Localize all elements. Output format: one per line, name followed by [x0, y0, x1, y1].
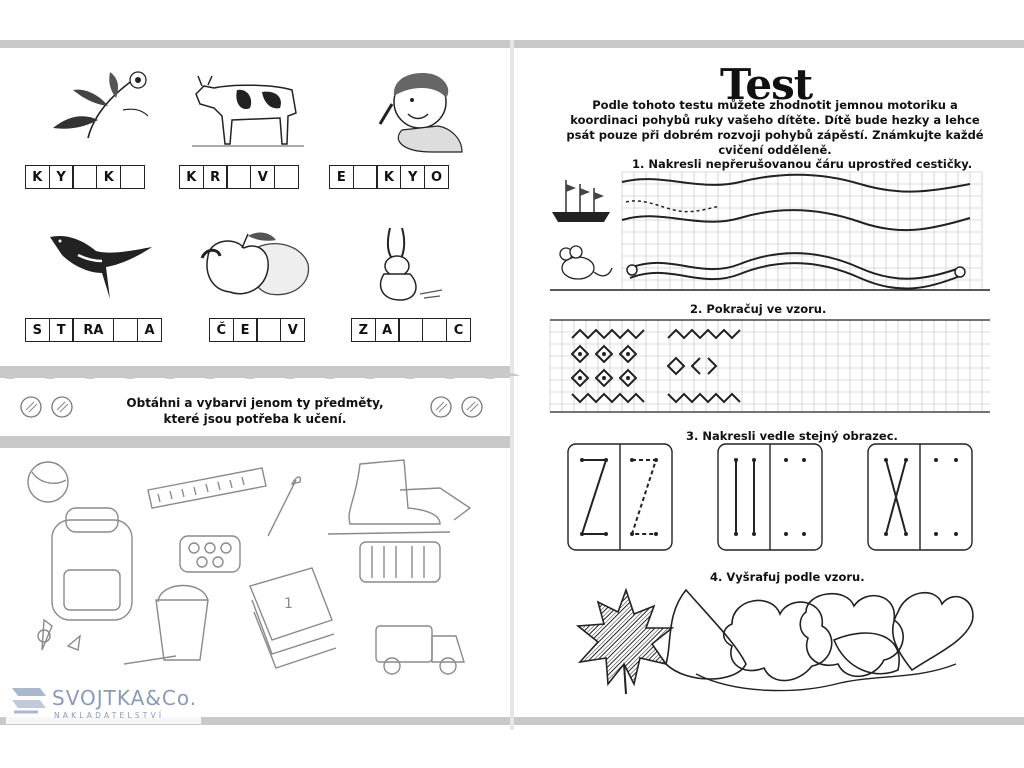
task-3-label: 3. Nakresli vedle stejný obrazec. — [686, 429, 898, 443]
letter-cell[interactable]: Y — [400, 165, 425, 189]
instruction-line-1: Obtáhni a vybarvi jenom ty předměty, — [126, 396, 384, 410]
letter-cell[interactable]: K — [25, 165, 50, 189]
word-row-5 — [210, 318, 305, 342]
task-3-shapes — [566, 442, 976, 552]
letter-cell[interactable]: Z — [351, 318, 376, 342]
letter-cell[interactable]: C — [446, 318, 471, 342]
letter-cell[interactable]: A — [137, 318, 162, 342]
letter-cell[interactable]: Y — [49, 165, 74, 189]
magpie-icon — [48, 225, 156, 301]
word-row-4 — [26, 318, 162, 342]
letter-cell[interactable]: K — [96, 165, 121, 189]
task-4-label: 4. Vyšrafuj podle vzoru. — [710, 570, 865, 584]
rabbit-icon — [366, 224, 446, 304]
mouse-icon — [554, 244, 614, 286]
word-row-2 — [180, 165, 299, 189]
svg-text:1: 1 — [284, 596, 293, 612]
test-intro: Podle tohoto testu můžete zhodnotit jemnou motoriku a koordinaci pohybů ruky vašeho dítěte. Dítě bude hezky a lehce psát pouze při dobrém rozvoji pohybů zápěstí. Známkujte každé cvičení odděleně. — [566, 98, 984, 157]
task-1-grid — [550, 172, 990, 292]
wave-edge — [0, 376, 510, 382]
letter-cell[interactable]: T — [49, 318, 74, 342]
letter-cell[interactable]: A — [375, 318, 400, 342]
logo-name: SVOJTKA&Co. — [52, 686, 198, 710]
ship-icon — [548, 178, 614, 228]
toy-truck-icon — [376, 626, 464, 674]
task-2-label: 2. Pokračuj ve vzoru. — [690, 302, 827, 316]
word-row-6 — [352, 318, 471, 342]
letter-cell[interactable] — [274, 165, 299, 189]
task-2-grid — [550, 318, 990, 414]
word-row-1 — [26, 165, 145, 189]
apple-icon — [196, 228, 314, 300]
letter-cell[interactable] — [120, 165, 145, 189]
letter-cell[interactable]: R — [203, 165, 228, 189]
letter-cell[interactable] — [398, 318, 423, 342]
paint-palette-icon — [180, 536, 240, 572]
instruction-line-2: které jsou potřeba k učení. — [163, 412, 347, 426]
boy-eating-icon — [372, 68, 468, 152]
letter-cell[interactable]: Č — [209, 318, 234, 342]
letter-cell[interactable] — [353, 165, 378, 189]
test-title: Test — [720, 60, 813, 109]
paintbrush-icon — [268, 477, 300, 536]
ruler-icon — [148, 468, 266, 508]
letter-cell[interactable]: E — [233, 318, 258, 342]
word-row-3 — [330, 165, 449, 189]
letter-cell[interactable]: K — [376, 165, 401, 189]
flower-sketch-icon — [38, 620, 80, 650]
letter-cell[interactable]: V — [250, 165, 275, 189]
trace-objects — [0, 450, 510, 690]
task-4-shapes — [576, 584, 976, 696]
ice-skate-icon — [328, 460, 470, 534]
logo-mark-icon — [10, 686, 48, 718]
section-band-bottom — [0, 436, 510, 448]
bucket-icon — [124, 586, 208, 665]
logo-subtitle: NAKLADATELSTVÍ — [54, 711, 165, 720]
letter-cell[interactable]: O — [424, 165, 449, 189]
letter-cell[interactable]: S — [25, 318, 50, 342]
letter-cell[interactable]: E — [329, 165, 354, 189]
task-1-label: 1. Nakresli nepřerušovanou čáru uprostřed cestičky. — [632, 157, 973, 171]
letter-cell[interactable] — [422, 318, 447, 342]
letter-cell[interactable]: K — [179, 165, 204, 189]
backpack-icon — [52, 508, 132, 620]
letter-cell[interactable]: V — [280, 318, 305, 342]
letter-cell[interactable] — [256, 318, 281, 342]
flower-icon — [38, 68, 156, 140]
books-icon — [250, 568, 336, 668]
right-top-bar-overlay — [514, 40, 1024, 48]
decorative-dots-right — [430, 396, 486, 418]
right-bottom-bar — [514, 717, 1024, 725]
letter-cell[interactable] — [226, 165, 251, 189]
letter-cell[interactable]: RA — [72, 318, 114, 342]
ball-icon — [28, 462, 68, 502]
decorative-dots-left — [20, 396, 76, 418]
pencil-case-icon — [360, 542, 440, 582]
left-instruction — [110, 395, 400, 427]
letter-cell[interactable] — [72, 165, 97, 189]
letter-cell[interactable] — [113, 318, 138, 342]
left-top-bar-overlay — [0, 40, 510, 48]
cow-icon — [192, 68, 304, 148]
